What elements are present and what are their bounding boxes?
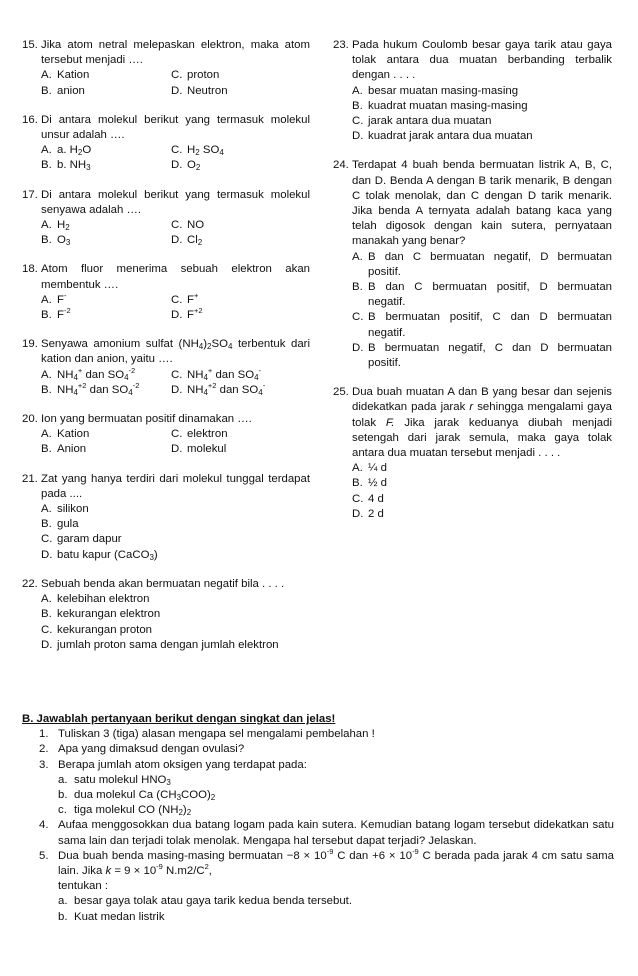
- question-text: Sebuah benda akan bermuatan negatif bila . . . .: [41, 577, 285, 590]
- option-d[interactable]: D. jumlah proton sama dengan jumlah elektron: [41, 638, 279, 651]
- option-c[interactable]: C. proton: [171, 69, 220, 82]
- option-a[interactable]: A. besar muatan masing-masing: [352, 84, 519, 97]
- essay-subitem-3a: a. satu molekul $HNO_3$: [58, 773, 171, 787]
- option-c[interactable]: C. $H_2$ $SO_4$: [171, 144, 224, 158]
- question-text: Pada hukum Coulomb besar gaya tarik atau gaya tolak antara dua muatan berbanding terbalik dengan . . . .: [352, 39, 612, 82]
- option-a[interactable]: A. ¼ d: [352, 462, 387, 475]
- option-a[interactable]: A. Kation: [41, 69, 90, 82]
- question-number: 15.: [22, 39, 38, 51]
- option-c[interactable]: C. kekurangan proton: [41, 623, 152, 636]
- question-22: [22, 577, 310, 653]
- question-21: [22, 472, 310, 563]
- essay-question-5: 5. Dua buah benda masing-masing bermuatan $-8 \times 10^{-9}$ C dan $+6 \times 10^{-9}$ C berada pada jarak 4 cm satu sama lain. Jika $k = 9 \times 10^{-9}$ $N.m2/C^2$, tentukan :: [39, 846, 614, 893]
- question-15: [22, 38, 310, 99]
- question-text: Dua buah muatan A dan B yang besar dan sejenis didekatkan pada jarak r sehingga mengalami gaya tolak F. Jika jarak keduanya diubah menjadi setengah dari jarak semula, maka gaya tolak antara dua muatan tersebut menjadi . . . .: [352, 386, 612, 460]
- question-text: Atom fluor menerima sebuah elektron akan membentuk ….: [41, 263, 310, 291]
- option-a[interactable]: A. kelebihan elektron: [41, 593, 150, 606]
- question-number: 18.: [22, 263, 38, 276]
- option-b[interactable]: B. Anion: [41, 443, 87, 456]
- question-25: [333, 385, 612, 522]
- question-text: Zat yang hanya terdiri dari molekul tunggal terdapat pada ....: [41, 472, 310, 500]
- option-b[interactable]: B. B dan C bermuatan positif, D bermuatan negatif.: [352, 281, 612, 309]
- question-text: Di antara molekul berikut yang termasuk molekul senyawa adalah ….: [41, 188, 310, 216]
- option-d[interactable]: D. $NH_4^{+2}$ dan $SO_4^-$: [171, 380, 266, 397]
- question-number: 24.: [333, 159, 349, 172]
- part-b-section: [22, 712, 614, 925]
- question-16: [22, 113, 310, 174]
- option-b[interactable]: B. kuadrat muatan masing-masing: [352, 99, 528, 112]
- question-number: 20.: [22, 413, 38, 426]
- question-23: [333, 38, 612, 144]
- question-number: 21.: [22, 472, 38, 485]
- essay-question-2: 2. Apa yang dimaksud dengan ovulasi?: [39, 743, 245, 756]
- option-c[interactable]: C. F+: [171, 290, 199, 306]
- option-d[interactable]: D. 2 d: [352, 507, 384, 520]
- essay-subitem-3b: b. dua molekul Ca $(CH_3COO)_2$: [58, 789, 216, 803]
- question-number: 16.: [22, 113, 38, 126]
- option-b[interactable]: B. gula: [41, 518, 79, 531]
- option-b[interactable]: B. $F^{-2}$: [41, 306, 71, 322]
- essay-subitem-3c: c. tiga molekul CO $(NH_2)_2$: [58, 804, 192, 818]
- option-b[interactable]: B. $NH_4^{+2}$ dan $SO_4^{-2}$: [41, 380, 140, 397]
- question-text: Jika atom netral melepaskan elektron, maka atom tersebut menjadi ….: [41, 39, 310, 67]
- essay-question-3: 3. Berapa jumlah atom oksigen yang terdapat pada:: [39, 758, 307, 771]
- option-d[interactable]: D. Neutron: [171, 84, 228, 97]
- option-c[interactable]: C. elektron: [171, 428, 228, 441]
- essay-question-1: 1. Tuliskan 3 (tiga) alasan mengapa sel mengalami pembelahan !: [39, 728, 375, 741]
- option-b[interactable]: B. $O_3$: [41, 234, 71, 248]
- question-17: [22, 188, 310, 249]
- option-c[interactable]: C. jarak antara dua muatan: [352, 115, 492, 128]
- question-text: Terdapat 4 buah benda bermuatan listrik A, B, C, dan D. Benda A dengan B tarik menarik, B dengan C tolak menolak, dan C dengan D tarik menarik. Jika benda A ternyata adalah batang kaca yang telah digosok dengan kain sutera, pernyataan manakah yang benar?: [352, 159, 612, 248]
- option-b[interactable]: B. ½ d: [352, 477, 387, 490]
- option-c[interactable]: C. garam dapur: [41, 533, 122, 546]
- question-number: 17.: [22, 188, 38, 201]
- question-number: 25.: [333, 386, 349, 399]
- option-a[interactable]: A. F-: [41, 290, 67, 306]
- option-d[interactable]: D. $O_2$: [171, 159, 201, 173]
- option-d[interactable]: D. molekul: [171, 443, 227, 456]
- question-20: [22, 412, 310, 458]
- option-b[interactable]: B. b. $NH_3$: [41, 159, 91, 173]
- option-c[interactable]: C. B bermuatan positif, C dan D bermuatan negatif.: [352, 311, 612, 339]
- option-a[interactable]: A. $NH_4^+$ dan $SO_4^{-2}$: [41, 365, 136, 382]
- option-a[interactable]: A. B dan C bermuatan negatif, D bermuatan positif.: [352, 250, 612, 278]
- option-b[interactable]: B. anion: [41, 84, 85, 97]
- essay-subitem-5b: b. Kuat medan listrik: [58, 910, 165, 923]
- question-19: [22, 337, 310, 398]
- option-d[interactable]: D. kuadrat jarak antara dua muatan: [352, 130, 533, 143]
- option-a[interactable]: A. Kation: [41, 428, 90, 441]
- option-b[interactable]: B. kekurangan elektron: [41, 608, 161, 621]
- essay-question-4: 4. Aufaa menggosokkan dua batang logam pada kain sutera. Kemudian batang logam tersebut didekatkan satu sama lain dan terjadi tolak menolak. Mengapa hal tersebut dapat terjadi? Jelaskan.: [39, 819, 614, 847]
- question-text: Senyawa amonium sulfat $(NH_4)_2SO_4$ terbentuk dari kation dan anion, yaitu ….: [41, 338, 310, 366]
- option-a[interactable]: A. $H_2$: [41, 219, 70, 233]
- essay-subitem-5a: a. besar gaya tolak atau gaya tarik kedua benda tersebut.: [58, 895, 352, 908]
- section-title: B. Jawablah pertanyaan berikut dengan singkat dan jelas!: [22, 713, 336, 725]
- option-d[interactable]: D. batu kapur (CaCO$_3$): [41, 548, 158, 562]
- option-d[interactable]: D. $F^{+2}$: [171, 306, 203, 322]
- question-text: Di antara molekul berikut yang termasuk molekul unsur adalah ….: [41, 113, 310, 142]
- left-column: [22, 38, 310, 667]
- option-d[interactable]: D. B bermuatan negatif, C dan D bermuatan positif.: [352, 341, 612, 370]
- option-d[interactable]: D. $Cl_2$: [171, 234, 203, 248]
- option-c[interactable]: C. $NH_4^+$ dan $SO_4^-$: [171, 365, 262, 382]
- option-a[interactable]: A. a. $H_2O$: [41, 144, 92, 158]
- option-a[interactable]: A. silikon: [41, 503, 89, 516]
- option-c[interactable]: C. NO: [171, 219, 205, 232]
- question-24: [333, 158, 612, 371]
- option-c[interactable]: C. 4 d: [352, 492, 384, 505]
- question-18: [22, 262, 310, 323]
- question-text: Ion yang bermuatan positif dinamakan ….: [41, 413, 252, 426]
- question-number: 23.: [333, 39, 349, 51]
- right-column: [333, 38, 612, 536]
- question-number: 22.: [22, 577, 38, 590]
- question-number: 19.: [22, 338, 38, 351]
